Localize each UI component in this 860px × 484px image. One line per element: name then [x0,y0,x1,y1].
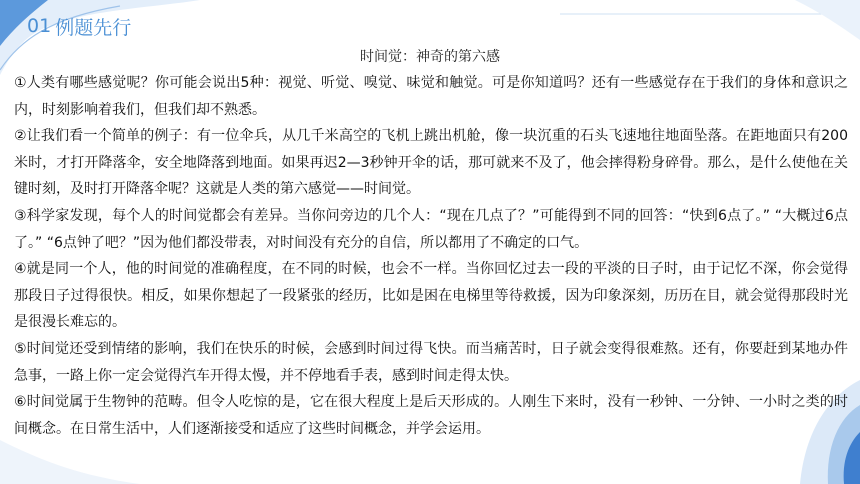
document-body [14,70,848,442]
section-header [27,10,131,42]
paragraph-4: ④就是同一个人，他的时间觉的准确程度，在不同的时候，也会不一样。当你回忆过去一段的平淡的日子时，由于记忆不深，你会觉得那段日子过得很快。相反，如果你想起了一段紧张的经历，比如是困在电梯里等待救援，因为印象深刻，历历在目，就会觉得那段时光是很漫长难忘的。 [14,261,848,331]
section-title: 例题先行 [55,16,132,39]
paragraph-1: ①人类有哪些感觉呢？你可能会说出5种：视觉、听觉、嗅觉、味觉和触觉。可是你知道吗？还有一些感觉存在于我们的身体和意识之内，时刻影响着我们，但我们却不熟悉。 [14,75,848,118]
document-title: 时间觉：神奇的第六感 [360,49,500,65]
section-number: 01 [27,15,52,37]
bottom-left-wave [0,440,140,484]
paragraph-6: ⑥时间觉属于生物钟的范畴。但令人吃惊的是，它在很大程度上是后天形成的。人刚生下来时，没有一秒钟、一分钟、一小时之类的时间概念。在日常生活中，人们逐渐接受和适应了这些时间概念，并学会运用。 [14,394,848,437]
top-right-wave [795,0,860,40]
paragraph-2: ②让我们看一个简单的例子：有一位伞兵，从几千米高空的飞机上跳出机舱，像一块沉重的石头飞速地往地面坠落。在距地面只有200米时，才打开降落伞，安全地降落到地面。如果再迟2—3秒钟开伞的话，那可就来不及了，他会摔得粉身碎骨。那么，是什么使他在关键时刻，及时打开降落伞呢？这就是人类的第六感觉——时间觉。 [14,128,848,198]
paragraph-3: ③科学家发现，每个人的时间觉都会有差异。当你问旁边的几个人：“现在几点了？”可能得到不同的回答：“快到6点了。” “大概过6点了。” “6点钟了吧？”因为他们都没带表，对时间没有充分的自信，所以都用了不确定的口气。 [14,207,848,251]
paragraph-5: ⑤时间觉还受到情绪的影响，我们在快乐的时候，会感到时间过得飞快。而当痛苦时，日子就会变得很难熬。还有，你要赶到某地办件急事，一路上你一定会觉得汽车开得太慢，并不停地看手表，感到时间走得太快。 [14,340,848,384]
